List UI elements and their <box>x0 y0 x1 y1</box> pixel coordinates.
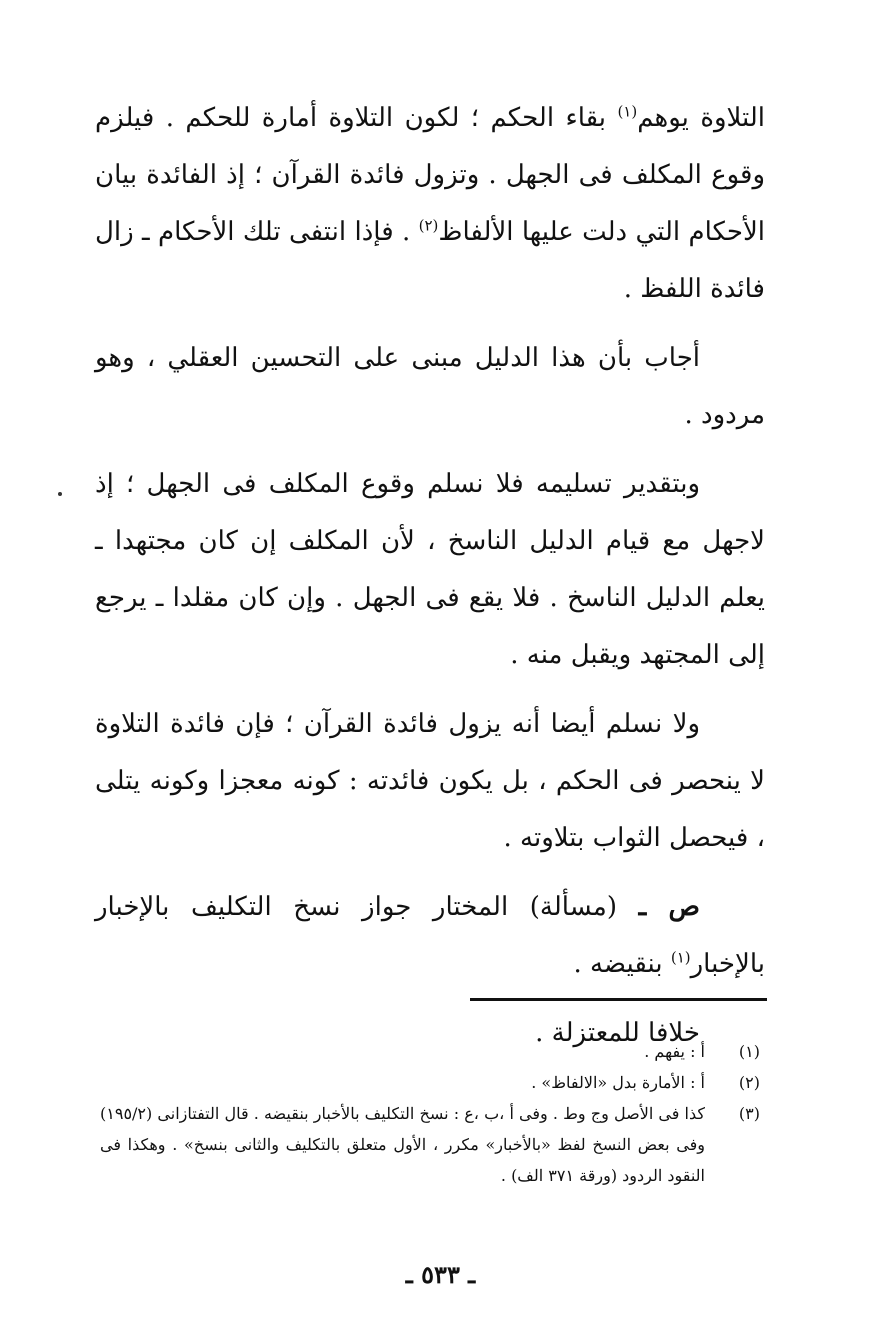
paragraph-6: خلافا للمعتزلة . <box>535 1018 700 1048</box>
footnote-ref-1: (١) <box>617 102 638 121</box>
paragraph-5 <box>95 879 765 993</box>
footnote-ref-2: (٢) <box>418 216 439 235</box>
stray-mark <box>58 492 62 496</box>
footnote-1 <box>100 1036 760 1067</box>
footnote-text: أ : يفهم . <box>644 1042 705 1061</box>
footnote-2 <box>100 1067 760 1098</box>
paragraph-5-part-b: بنقيضه . <box>573 949 671 979</box>
page-number: ـ ٥٣٣ ـ <box>405 1260 476 1289</box>
paragraph-2: أجاب بأن هذا الدليل مبنى على التحسين العقلي ، وهو مردود . <box>95 343 765 430</box>
footnote-number: (١) <box>738 1042 760 1061</box>
paragraph-4: ولا نسلم أيضا أنه يزول فائدة القرآن ؛ فإن فائدة التلاوة لا ينحصر فى الحكم ، بل يكون فائدته : كونه معجزا وكونه يتلى ، فيحصل الثواب بتلاوته . <box>95 709 765 853</box>
paragraph-1-part-c: . فإذا انتفى تلك الأحكام ـ زال فائدة اللفظ . <box>95 217 765 304</box>
paragraph-3: وبتقدير تسليمه فلا نسلم وقوع المكلف فى الجهل ؛ إذ لاجهل مع قيام الدليل الناسخ ، لأن المكلف إن كان مجتهدا ـ يعلم الدليل الناسخ . فلا يقع فى الجهل . وإن كان مقلدا ـ يرجع إلى المجتهد ويقبل منه . <box>95 469 765 670</box>
paragraph-5-part-a: (مسألة) المختار جواز نسخ التكليف بالإخبار بالإخبار <box>95 892 765 979</box>
paragraph-1-part-a: التلاوة يوهم <box>637 103 765 133</box>
footnote-number: (٢) <box>738 1073 760 1092</box>
section-mark: ص ـ <box>638 892 700 922</box>
footnote-number: (٣) <box>738 1104 760 1123</box>
footnote-text: كذا فى الأصل وج وط . وفى أ ،ب ،ع : نسخ التكليف بالأخبار بنقيضه . قال التفتازانى (١٩٥/٢) وفى بعض النسخ لفظ «بالأخبار» مكرر ، الأول متعلق بالتكليف والثانى بنسخ» . وهكذا فى النقود الردود (ورقة ٣٧١ الف) . <box>100 1104 705 1185</box>
main-text <box>95 90 765 1074</box>
footnote-text: أ : الأمارة بدل «الالفاظ» . <box>531 1073 705 1092</box>
footnote-3 <box>100 1098 760 1191</box>
footnote-ref-3: (١) <box>670 948 691 967</box>
paragraph-1-part-b: بقاء الحكم ؛ لكون التلاوة أمارة للحكم . فيلزم وقوع المكلف فى الجهل . وتزول فائدة القرآن ؛ إذ الفائدة بيان الأحكام التي دلت عليها الألفاظ <box>95 103 766 247</box>
paragraph-1 <box>95 90 765 318</box>
footnotes <box>100 1036 760 1191</box>
footnote-separator <box>470 998 767 1001</box>
